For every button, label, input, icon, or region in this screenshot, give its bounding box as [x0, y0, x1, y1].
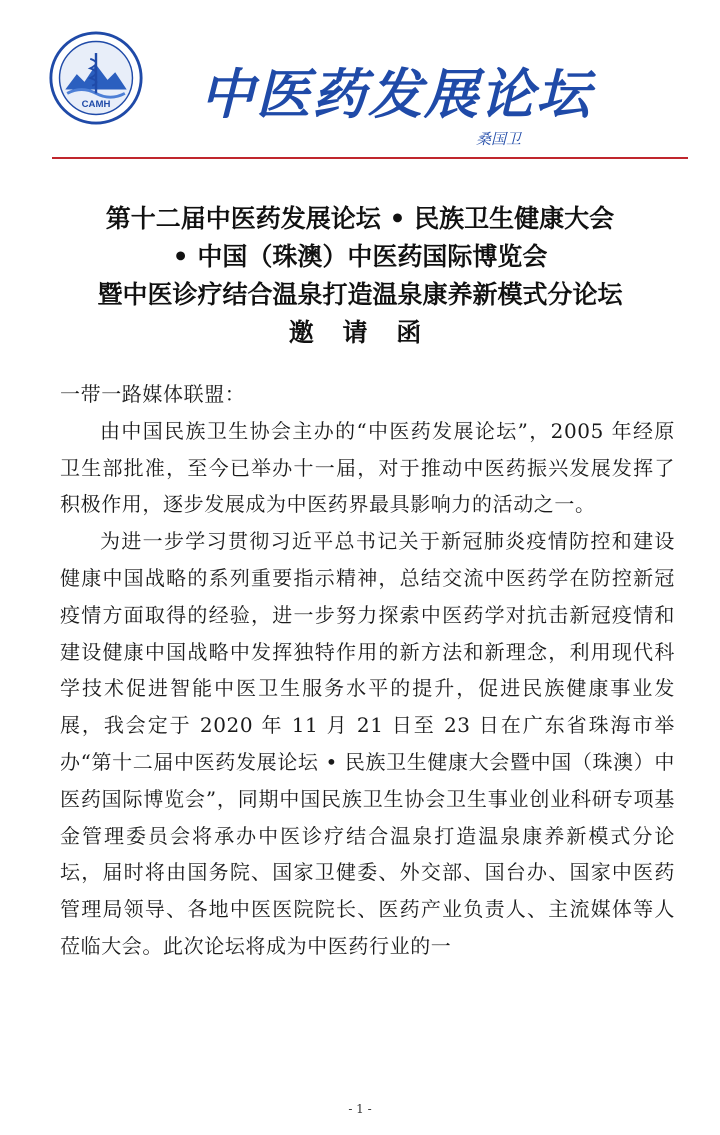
letter-body [60, 376, 675, 965]
association-logo-icon [48, 30, 144, 126]
header-divider [52, 157, 688, 159]
title-line-1: 第十二届中医药发展论坛 • 民族卫生健康大会 [105, 204, 615, 233]
calligrapher-signature: 桑国卫 [476, 130, 522, 148]
title-line-3: 暨中医诊疗结合温泉打造温泉康养新模式分论坛 [97, 280, 623, 309]
title-line-2: • 中国（珠澳）中医药国际博览会 [172, 242, 548, 271]
paragraph-2: 为进一步学习贯彻习近平总书记关于新冠肺炎疫情防控和建设健康中国战略的系列重要指示精神，总结交流中医药学在防控新冠疫情方面取得的经验，进一步努力探索中医药学对抗击新冠疫情和建设健康中国战略中发挥独特作用的新方法和新理念，利用现代科学技术促进智能中医卫生服务水平的提升，促进民族健康事业发展，我会定于 2020 年 11 月 21 日至 23 日在广东省珠海市举办“第十二届中医药发展论坛 • 民族卫生健康大会暨中国（珠澳）中医药国际博览会”，同期中国民族卫生协会卫生事业创业科研专项基金管理委员会将承办中医诊疗结合温泉打造温泉康养新模式分论坛，届时将由国务院、国家卫健委、外交部、国台办、国家中医药管理局领导、各地中医医院院长、医药产业负责人、主流媒体等人莅临大会。此次论坛将成为中医药行业的一 [60, 529, 675, 958]
masthead-title: 中医药发展论坛 [200, 63, 592, 126]
letterhead [0, 0, 720, 160]
title-line-4: 邀 请 函 [288, 318, 432, 347]
salutation: 一带一路媒体联盟： [60, 382, 246, 406]
paragraph-1: 由中国民族卫生协会主办的“中医药发展论坛”，2005 年经原卫生部批准，至今已举办十一届，对于推动中医药振兴发展发挥了积极作用，逐步发展成为中医药界最具影响力的活动之一。 [60, 418, 675, 517]
document-title [40, 200, 680, 352]
page-number: - 1 - [348, 1102, 372, 1116]
logo-text: CAMH [81, 98, 111, 110]
